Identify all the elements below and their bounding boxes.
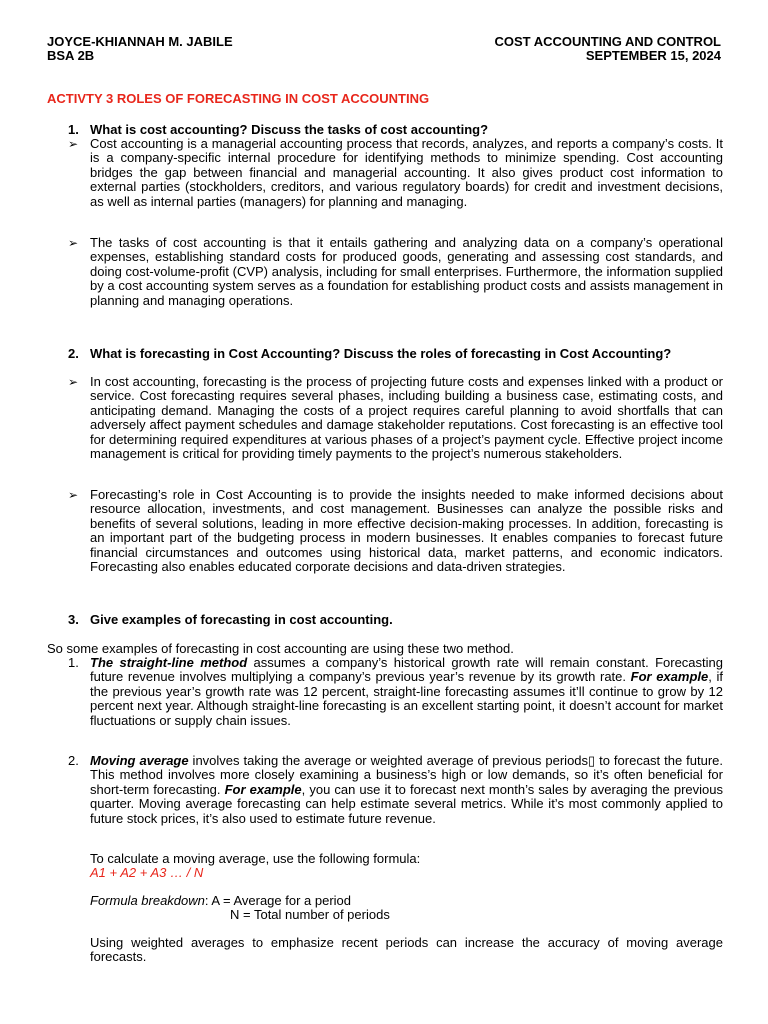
header-right [494, 35, 721, 63]
formula-intro: To calculate a moving average, use the following formula: [90, 851, 421, 866]
arrow-bullet-icon: ➢ [68, 137, 79, 151]
q3-intro: So some examples of forecasting in cost accounting are using these two method. [47, 641, 514, 656]
question-text: What is forecasting in Cost Accounting? Discuss the roles of forecasting in Cost Accounting? [90, 346, 672, 361]
arrow-bullet-icon: ➢ [68, 236, 79, 250]
arrow-bullet-icon: ➢ [68, 375, 79, 389]
student-name: JOYCE-KHIANNAH M. JABILE [47, 34, 233, 49]
activity-title: ACTIVTY 3 ROLES OF FORECASTING IN COST ACCOUNTING [47, 91, 430, 106]
breakdown-average: : A = Average for a period [204, 893, 352, 908]
question-3 [68, 613, 723, 627]
q1-bullet-2 [68, 236, 723, 308]
document-date: SEPTEMBER 15, 2024 [585, 48, 721, 63]
breakdown-label: Formula breakdown [90, 893, 205, 908]
formula-breakdown [90, 894, 723, 908]
closing-paragraph: Using weighted averages to emphasize recent periods can increase the accuracy of moving average forecasts. [90, 935, 723, 965]
q1-bullet-1 [68, 137, 723, 209]
example-label: For example [630, 669, 709, 685]
item-text [90, 656, 723, 728]
question-2 [68, 347, 723, 361]
bullet-text: The tasks of cost accounting is that it entails gathering and analyzing data on a company’s operational expenses, establishing standard costs for produced goods, generating and assessing cost standards, and doing cost-volume-profit (CVP) analysis, including for small enterprises. Furthermore, the information supplied by a cost accounting system serves as a foundation for establishing product costs and assists management in planning and managing operations. [90, 235, 723, 308]
question-text: What is cost accounting? Discuss the tasks of cost accounting? [90, 122, 489, 137]
question-number: 1. [68, 122, 79, 137]
method-term: Moving average [90, 753, 189, 768]
arrow-bullet-icon: ➢ [68, 488, 79, 502]
student-section: BSA 2B [47, 48, 95, 63]
q2-bullet-1 [68, 375, 723, 461]
item-text [90, 754, 723, 826]
question-text: Give examples of forecasting in cost accounting. [90, 612, 393, 627]
item-body-a: assumes a company’s historical growth rate will remain constant. Forecasting future revenue involves multiplying a company’s previous year’s revenue by its growth rate. [90, 655, 724, 685]
item-number: 2. [68, 753, 79, 768]
course-title: COST ACCOUNTING AND CONTROL [494, 34, 721, 49]
header-left [47, 35, 233, 63]
question-number: 2. [68, 346, 79, 361]
moving-average-formula: A1 + A2 + A3 … / N [90, 865, 204, 880]
example-item-2 [68, 754, 723, 826]
q2-bullet-2 [68, 488, 723, 574]
item-number: 1. [68, 655, 79, 670]
bullet-text: Cost accounting is a managerial accounting process that records, analyzes, and reports a company’s costs. It is a company-specific internal procedure for identifying methods to minimize spending. Cost accounting bridges the gap between financial and managerial accounting. It also gives product cost information to external parties (stockholders, creditors, and various regulatory boards) for credit and investment decisions, as well as internal parties (managers) for planning and managing. [90, 136, 723, 209]
method-term: The straight-line method [90, 655, 248, 670]
item-body-a: involves taking the average or weighted average of previous periods▯ to forecast the future. This method involves more closely examining a business’s high or low demands, so it’s often beneficial for short-term forecasting. [90, 753, 723, 797]
question-number: 3. [68, 612, 79, 627]
bullet-text: In cost accounting, forecasting is the process of projecting future costs and expenses linked with a product or service. Cost forecasting requires several phases, including building a business case, estimating costs, and anticipating demand. Managing the costs of a project requires careful planning to avoid shortfalls that can adversely affect payment schedules and damage stakeholder reputations. Cost forecasting is an effective tool for determining required expenditures at various phases of a project’s payment cycle. Effective project income management is critical for providing timely payments to the project’s numerous stakeholders. [90, 374, 723, 462]
example-item-1 [68, 656, 723, 728]
bullet-text: Forecasting’s role in Cost Accounting is to provide the insights needed to make informed decisions about resource allocation, investments, and cost management. Businesses can analyze the possible risks and benefits of several solutions, leading in more effective decision-making processes. In addition, forecasting is an important part of the budgeting process in modern businesses. It enables companies to forecast future financial circumstances and outcomes using historical data, market patterns, and economic indicators. Forecasting also enables educated corporate decisions and data-driven strategies. [90, 487, 723, 575]
breakdown-periods: N = Total number of periods [230, 907, 390, 922]
item-body-b: , if the previous year’s growth rate was 12 percent, straight-line forecasting assumes it’ll continue to grow by 12 percent next year. Although straight-line forecasting is an excellent starting point, it doesn’t account for market fluctuations or supply chain issues. [90, 669, 723, 728]
item-body-b: , you can use it to forecast next month’s sales by averaging the previous quarter. Moving average forecasting can help estimate several metrics. While it’s most commonly applied to future stock prices, it’s also used to estimate future revenue. [90, 781, 723, 826]
example-label: For example [224, 781, 302, 797]
